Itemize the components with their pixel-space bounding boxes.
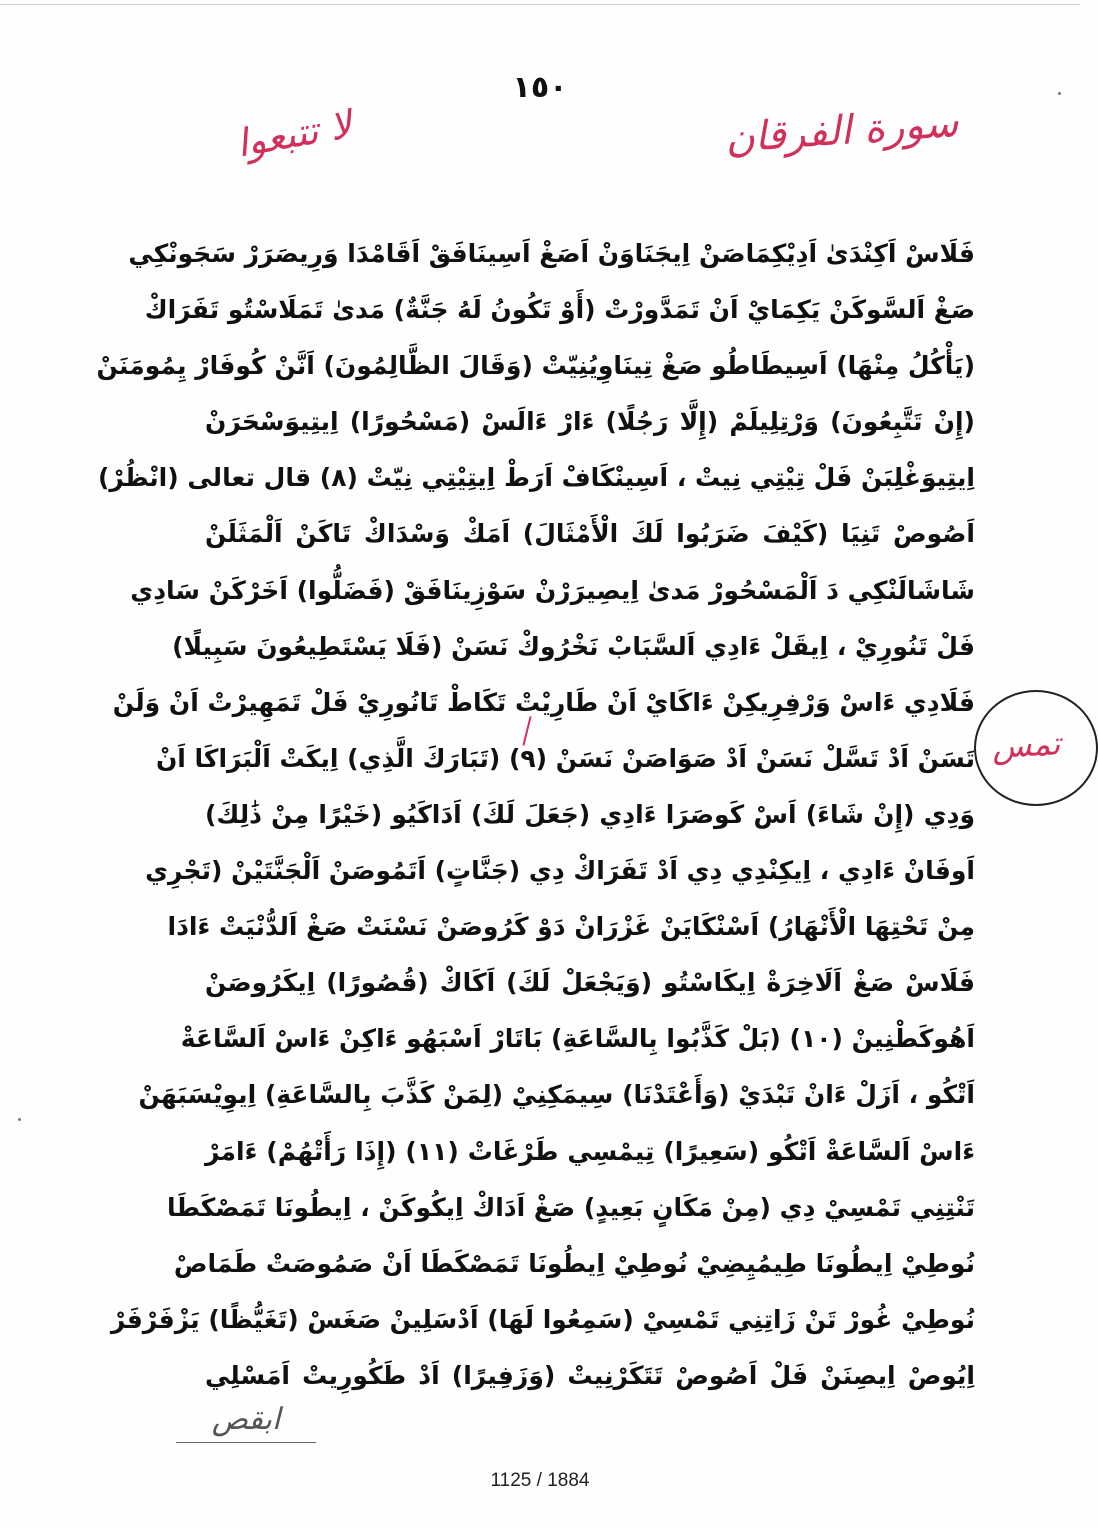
- text-line: صَغْ اَلسَّوكَنْ يَكِمَايْ اَنْ تَمَدَّورْتْ (أَوْ تَكُونُ لَهُ جَنَّةٌ) مَدىٰ تَمَلَاسْتُو تَفَرَاكْ: [144, 295, 975, 325]
- text-line: نُوطِيْ غُورْ تَنْ زَاتِنِي تَمْسِيْ (سَمِعُوا لَهَا) اَدْسَلِينْ صَغَسْ (تَغَيُّظًا) يَزْفَرْفَرْ: [110, 1304, 975, 1334]
- bottom-catchword: ابقص: [176, 1398, 316, 1443]
- scan-speck: [18, 1118, 21, 1121]
- text-line: (إِنْ تَتَّبِعُونَ) وَرْتِلِيلَمْ (إِلَّا رَجُلًا) ءَارْ ءَالَسْ (مَسْحُورًا) اِيتِيوَسْحَرَنْ: [205, 407, 975, 437]
- surah-title-annotation: سورة الفرقان: [723, 99, 960, 163]
- text-line: اَوفَانْ ءَادِي ، اِيكِنْدِي دِي اَدْ تَفَرَاكْ دِي (جَنَّاتٍ) اَتَمُوصَنْ اَلْجَنَّتَيْنْ (تَجْرِي: [145, 856, 975, 886]
- top-left-annotation: لا تتبعوا: [233, 102, 355, 166]
- text-line: اِيُوصْ اِيصِنَنْ فَلْ اَصُوصْ تَتَكَرْنِيتْ (وَزَفِيرًا) اَدْ طَكُورِيتْ اَمَسْلِي: [205, 1360, 975, 1390]
- text-line: شَاشَالَنْكِي دَ اَلْمَسْحُورْ مَدىٰ اِيصِيرَرْنْ سَوْزِينَافَقْ (فَضَلُّوا) اَخَرْكَنْ سَادِي: [130, 575, 975, 605]
- page-counter: 1125 / 1884: [490, 1470, 590, 1491]
- text-line: فَلْ تَنُورِيْ ، اِيقَلْ ءَادِي اَلسَّبَابْ نَخْرُوكْ نَسَنْ (فَلَا يَسْتَطِيعُونَ سَبِيلًا): [172, 631, 975, 661]
- text-line: مِنْ تَحْتِهَا الْأَنْهَارُ) اَسْنْكَايَنْ غَزْرَانْ دَوْ كَرُوصَنْ نَسْنَتْ صَغْ اَلدُّنْيَتْ ءَادَا: [167, 912, 975, 942]
- text-line: (يَأْكُلُ مِنْهَا) اَسِيطَاطُو صَغْ تِينَاوِيُنِيّتْ (وَقَالَ الظَّالِمُونَ) اَنَّنْ كُوفَارْ يِمُومَنَنْ: [96, 351, 975, 381]
- page-number: ١٥٠: [512, 70, 568, 105]
- top-scan-edge: [0, 4, 1080, 5]
- margin-annotation: تمس: [991, 724, 1062, 766]
- text-line: ءَاسْ اَلسَّاعَةْ اَتْكُو (سَعِيرًا) تِيمْسِي طَرْغَاتْ (١١) (إِذَا رَأَتْهُمْ) ءَامَرْ: [205, 1136, 975, 1166]
- text-line: تَسَنْ اَدْ تَسَّلْ نَسَنْ اَدْ صَوَاصَنْ نَسَنْ (٩) (تَبَارَكَ الَّذِي) اِيكَتْ اَلْبَرَاكَا اَنْ: [155, 743, 975, 773]
- text-line: اَهُوكَطْنِينْ (١٠) (بَلْ كَذَّبُوا بِالسَّاعَةِ) بَاتَارْ اَسْبَهُو ءَاكِنْ ءَاسْ اَلسَّاعَةْ: [180, 1024, 975, 1054]
- text-line: اَصُوصْ تَنِيَا (كَيْفَ ضَرَبُوا لَكَ الْأَمْثَالَ) اَمَكْ وَسْدَاكْ تَاكَنْ اَلْمَثَلَنْ: [205, 519, 975, 549]
- scan-speck: [1058, 92, 1061, 95]
- text-line: تَنْتِنِي تَمْسِيْ دِي (مِنْ مَكَانٍ بَعِيدٍ) صَغْ اَدَاكْ اِيكُوكَنْ ، اِيطُونَا تَمَصْكَطَا: [166, 1192, 975, 1222]
- body-text: [96, 226, 975, 1404]
- text-line: فَلَاسْ صَغْ اَلَاخِرَةْ اِيكَاسْتُو (وَيَجْعَلْ لَكَ) اَكَاكْ (قُصُورًا) اِيكَرُوصَنْ: [205, 968, 975, 998]
- text-line: فَلَادِي ءَاسْ وَرْفِرِيكِنْ ءَاكَايْ اَنْ طَارِيْتْ تَكَاطْ تَانُورِيْ فَلْ تَمَهِيرْتْ اَنْ وَلَنْ: [112, 687, 975, 717]
- text-line: اِيتِيوَغْلِبَنْ فَلْ تِيْتِي نِيتْ ، اَسِينْكَافْ اَرَطْ اِيتِيْتِي نِيّتْ (٨) قال تعالى (انْظُرْ): [97, 463, 975, 493]
- text-line: فَلَاسْ اَكِنْدَىٰ اَدِيْكِمَاصَنْ اِيجَنَاوَنْ اَصَغْ اَسِينَافَقْ اَقَامْدَا وَرِيصَرَرْ سَجَونْكِي: [128, 239, 975, 268]
- text-line: وَدِي (إِنْ شَاءَ) اَسْ كَوصَرَا ءَادِي (جَعَلَ لَكَ) اَدَاكَيُو (خَيْرًا مِنْ ذَٰلِكَ): [205, 799, 975, 829]
- text-line: اَتْكُو ، اَزَلْ ءَانْ تَبْدَيْ (وَأَعْتَدْنَا) سِيمَكِنِيْ (لِمَنْ كَذَّبَ بِالسَّاعَةِ) اِيوِيْسَبَهَنْ: [138, 1080, 975, 1110]
- text-line: نُوطِيْ اِيطُونَا طِيمُيِضِيْ نُوطِيْ اِيطُونَا تَمَصْكَطَا اَنْ صَمُوصَتْ طَمَاصْ: [173, 1248, 975, 1278]
